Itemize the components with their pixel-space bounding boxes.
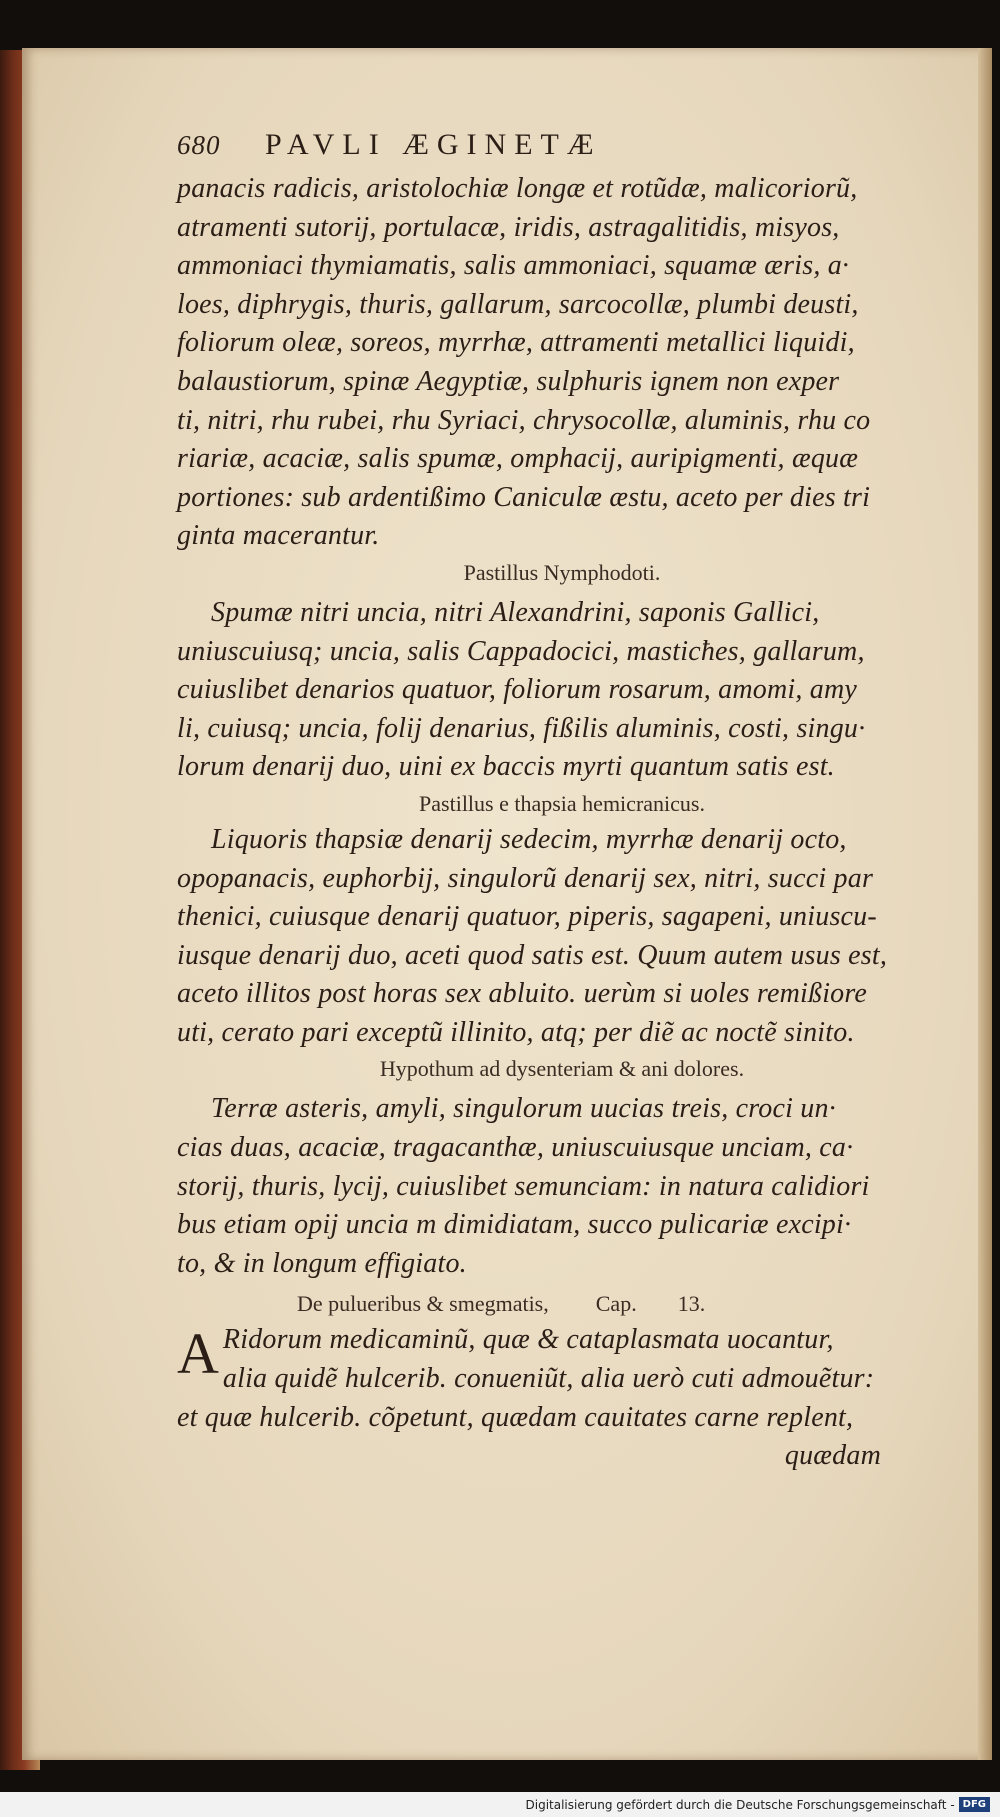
- text-line: aceto illitos post horas sex abluito. uerùm si uoles remißiore: [177, 978, 868, 1010]
- footer-credit: Digitalisierung gefördert durch die Deutsche Forschungsgemeinschaft -: [525, 1797, 955, 1812]
- text-line: panacis radicis, aristolochiæ longæ et rotũdæ, malicoriorũ,: [177, 173, 858, 204]
- text-line: Ridorum medicaminũ, quæ & cataplasmata uocantur,: [222, 1324, 834, 1356]
- text-line: ammoniaci thymiamatis, salis ammoniaci, squamæ æris, a∙: [177, 250, 850, 282]
- text-block-2: [177, 594, 947, 787]
- text-block-3: [177, 821, 947, 1053]
- page-text: [177, 128, 947, 1476]
- text-line: balaustiorum, spinæ Aegyptiæ, sulphuris ignem non exper: [177, 365, 840, 397]
- section-heading-nymphodoti: Pastillus Nymphodoti.: [463, 559, 661, 585]
- text-line: ginta macerantur.: [177, 520, 380, 552]
- section-heading-hypothum: Hypothum ad dysenteriam & ani dolores.: [379, 1056, 745, 1082]
- text-line: opopanacis, euphorbij, singulorũ denarij sex, nitri, succi par: [177, 862, 874, 894]
- text-line: lorum denarij duo, uini ex baccis myrti quantum satis est.: [177, 751, 835, 783]
- running-title: PAVLI ÆGINETÆ: [265, 128, 602, 161]
- text-line: li, cuiusq; uncia, folij denarius, fißilis aluminis, costi, singu∙: [177, 712, 866, 744]
- text-line: Liquoris thapsiæ denarij sedecim, myrrhæ denarij octo,: [211, 823, 847, 855]
- text-block-4: [177, 1090, 947, 1283]
- page-fore-edge: [978, 48, 992, 1760]
- catchword: quædam: [784, 1440, 881, 1472]
- text-line: et quæ hulcerib. cõpetunt, quædam cauitates carne replent,: [177, 1401, 854, 1433]
- text-line: cuiuslibet denarios quatuor, foliorum rosarum, amomi, amy: [177, 674, 858, 706]
- text-line: alia quidẽ hulcerib. conueniũt, alia uerò cuti admouẽtur:: [222, 1363, 875, 1395]
- text-block-1: [177, 170, 947, 556]
- chapter-heading: [177, 1287, 947, 1321]
- text-line: bus etiam opij uncia m dimidiatam, succo pulicariæ excipi∙: [177, 1209, 852, 1241]
- text-line: Spumæ nitri uncia, nitri Alexandrini, saponis Gallici,: [211, 596, 820, 628]
- page-number: 680: [177, 130, 221, 160]
- chapter-title: De pulueribus & smegmatis,: [297, 1291, 549, 1317]
- text-line: uti, cerato pari exceptũ illinito, atq; per diẽ ac noctẽ sinito.: [177, 1016, 855, 1048]
- text-line: foliorum oleæ, soreos, myrrhæ, attramenti metallici liquidi,: [177, 327, 855, 359]
- text-line: thenici, cuiusque denarij quatuor, piperis, sagapeni, uniuscu-: [177, 901, 877, 933]
- chapter-label: Cap.: [595, 1291, 637, 1317]
- text-line: cias duas, acaciæ, tragacanthæ, uniuscuiusque unciam, ca∙: [177, 1132, 854, 1164]
- text-line: loes, diphrygis, thuris, gallarum, sarcocollæ, plumbi deusti,: [177, 288, 859, 320]
- text-line: storij, thuris, lycij, cuiuslibet semunciam: in natura calidiori: [177, 1170, 870, 1202]
- text-line: riariæ, acaciæ, salis spumæ, omphacij, auripigmenti, æquæ: [177, 443, 859, 475]
- text-line: iusque denarij duo, aceti quod satis est. Quum autem usus est,: [177, 939, 888, 971]
- text-line: to, & in longum effigiato.: [177, 1247, 467, 1279]
- text-line: ti, nitri, rhu rubei, rhu Syriaci, chrysocollæ, aluminis, rhu co: [177, 404, 871, 436]
- text-line: uniuscuiusq; uncia, salis Cappadocici, masticħes, gallarum,: [177, 635, 865, 667]
- text-line: portiones: sub ardentißimo Caniculæ æstu, aceto per dies tri: [177, 481, 871, 513]
- running-header: [177, 128, 947, 170]
- digitization-footer: [0, 1792, 1000, 1817]
- text-line: atramenti sutorij, portulacæ, iridis, astragalitidis, misyos,: [177, 211, 840, 243]
- dfg-logo: DFG: [959, 1797, 990, 1812]
- text-block-5: [177, 1321, 947, 1475]
- text-line: Terræ asteris, amyli, singulorum uucias treis, croci un∙: [211, 1093, 836, 1125]
- section-heading-thapsia: Pastillus e thapsia hemicranicus.: [419, 790, 705, 816]
- drop-cap-initial: A: [177, 1321, 219, 1387]
- chapter-number: 13.: [677, 1291, 706, 1317]
